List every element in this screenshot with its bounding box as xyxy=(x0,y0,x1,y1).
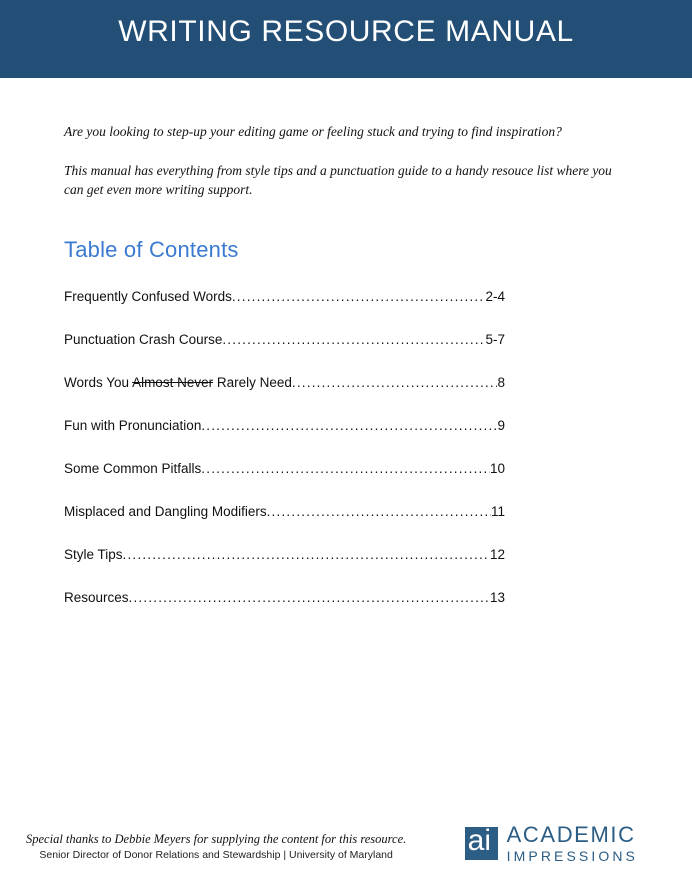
toc-entry-label: Fun with Pronunciation xyxy=(64,417,202,433)
toc-entry-label-suffix: Rarely Need xyxy=(213,374,292,390)
toc-dot-leader xyxy=(123,547,490,562)
intro-paragraph-1: Are you looking to step-up your editing game or feeling stuck and trying to find inspiration? xyxy=(64,124,562,139)
credit-title-line: Senior Director of Donor Relations and Stewardship | University of Maryland xyxy=(39,849,393,862)
academic-impressions-logo xyxy=(465,824,638,863)
toc-entry[interactable] xyxy=(64,504,505,519)
toc-entry-page: 12 xyxy=(489,546,505,562)
toc-entry-label: Misplaced and Dangling Modifiers xyxy=(64,503,267,519)
content-credit xyxy=(26,831,406,863)
intro-paragraph-2: This manual has everything from style tips and a punctuation guide to a handy resouce list where you can get even more writing support. xyxy=(64,162,612,198)
logo-mark-text: ai xyxy=(467,824,492,857)
toc-entry[interactable] xyxy=(64,547,505,562)
toc-entry-page: 9 xyxy=(497,417,505,433)
toc-entry[interactable] xyxy=(64,461,505,476)
logo-word-impressions: IMPRESSIONS xyxy=(506,848,638,864)
table-of-contents-heading: Table of Contents xyxy=(64,236,239,262)
logo-word-academic: ACADEMIC xyxy=(506,822,636,847)
toc-entry-page: 11 xyxy=(490,503,505,519)
credit-thanks-line: Special thanks to Debbie Meyers for supplying the content for this resource. xyxy=(26,832,407,847)
toc-entry-label: Punctuation Crash Course xyxy=(64,331,223,347)
toc-entry-label: Some Common Pitfalls xyxy=(64,460,202,476)
table-of-contents-list xyxy=(64,289,505,605)
toc-entry-label-prefix: Words You xyxy=(64,374,133,390)
toc-entry[interactable] xyxy=(64,375,505,390)
toc-entry-page: 10 xyxy=(489,460,505,476)
toc-entry[interactable] xyxy=(64,332,505,347)
page-header-banner xyxy=(0,0,692,78)
toc-entry-page: 5-7 xyxy=(485,331,505,347)
page-footer xyxy=(0,824,692,863)
toc-entry-label-strikethrough: Almost Never xyxy=(132,374,214,390)
toc-dot-leader xyxy=(232,289,486,304)
toc-entry-page: 2-4 xyxy=(485,288,505,304)
logo-wordmark xyxy=(507,824,638,863)
toc-entry[interactable] xyxy=(64,418,505,433)
toc-dot-leader xyxy=(292,375,498,390)
toc-entry[interactable] xyxy=(64,289,505,304)
toc-entry-label xyxy=(64,375,292,390)
toc-entry-page: 8 xyxy=(497,374,505,390)
toc-dot-leader xyxy=(267,504,491,519)
toc-dot-leader xyxy=(201,418,497,433)
toc-entry-label: Style Tips xyxy=(64,546,123,562)
toc-dot-leader xyxy=(129,590,490,605)
logo-mark-icon xyxy=(465,824,498,860)
document-body xyxy=(0,122,692,605)
toc-entry-page: 13 xyxy=(489,589,505,605)
toc-entry[interactable] xyxy=(64,590,505,605)
toc-entry-label: Resources xyxy=(64,589,129,605)
toc-dot-leader xyxy=(222,332,485,347)
toc-entry-label: Frequently Confused Words xyxy=(64,288,232,304)
page-title: WRITING RESOURCE MANUAL xyxy=(118,15,574,48)
toc-dot-leader xyxy=(201,461,490,476)
